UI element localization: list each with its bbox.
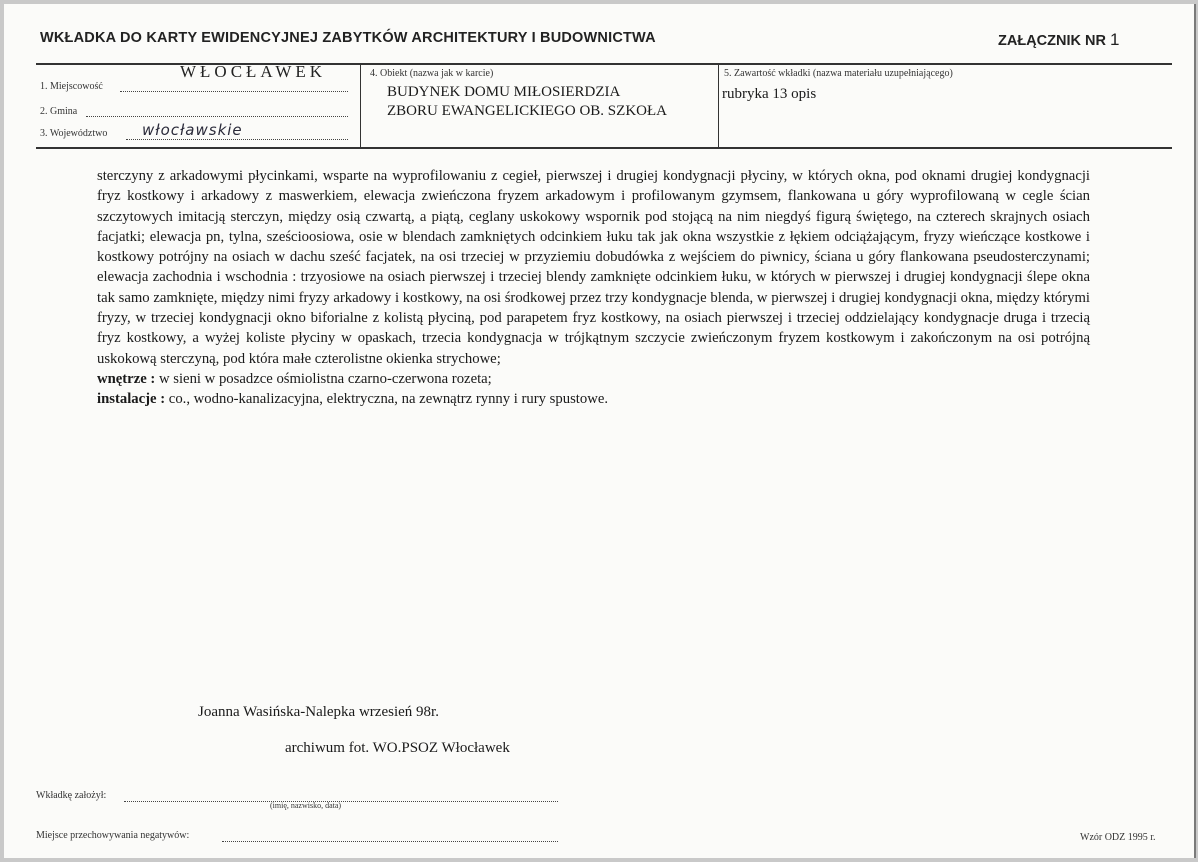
commune-dots [86, 115, 348, 117]
description-main: sterczyny z arkadowymi płycinkami, wsparte na wyprofilowaniu z cegieł, pierwszej i drugiej kondygnacji płyciny, w których okna, pod oknami drugiej kondygnacji fryz kostkowy i arkadowy z maswerkiem, elewacja zwieńczona fryzem arkadowym i profilowanym gzymsem, flankowana u góry wyprofilowaną w cegle ścian szczytowych imitacją sterczyn, między osią czwartą, a piątą, ceglany uskokowy wspornik pod stojącą na nim niegdyś figurą świętego, na czterech skrajnych osiach facjatki; elewacja pn, tylna, sześcioosiowa, osie w blendach zamkniętych odcinkiem łuku tak jak okna wszystkie z łękiem odciążającym, fryzy wieńczące kostkowe i kostkowy potrójny na osiach w dachu sześć facjatek, na osi trzeciej w przyziemiu dobudówka z wejściem do piwnicy, ściana u góry flankowana pseudosterczynami; elewacja zachodnia i wschodnia : trzyosiowe na osiach pierwszej i trzeciej blendy zamknięte odcinkiem łuku, w których w pierwszej i drugiej kondygnacji ślepe okna tak samo zamknięte, między nimi fryzy arkadowy i kostkowy, na osi środkowej przez trzy kondygnacje blenda, w pierwszej i drugiej kondygnacji okna, między którymi fryzy, w trzeciej kondygnacji okno biforialne z kolistą płyciną, pod parapetem fryz kostkowy, na osiach pierwszej i trzeciej oddzielający kondygnacje druga i trzecią fryz kostkowy, a wyżej koliste płyciny w opaskach, trzecia kondygnacja w trójkątnym szczycie zwieńczonym fryzem kostkowym i zakończonym na osi potrójną uskokową sterczyną, pod która małe czterolistne okienka strychowe; [97, 168, 1090, 367]
object-value [387, 83, 667, 121]
divider-object-content [718, 64, 719, 148]
city-value: WŁOCŁAWEK [180, 62, 327, 81]
form-title: WKŁADKA DO KARTY EWIDENCYJNEJ ZABYTKÓW ARCHITEKTURY I BUDOWNICTWA [40, 30, 656, 46]
author-signature: Joanna Wasińska-Nalepka wrzesień 98r. [198, 704, 439, 720]
annex-label-text: ZAŁĄCZNIK NR [998, 33, 1106, 49]
voivodeship-value: włocławskie [142, 121, 243, 139]
annex-number: 1 [1109, 30, 1120, 49]
content-label: 5. Zawartość wkładki (nazwa materiału uzupełniającego) [724, 68, 953, 79]
archive-note: archiwum fot. WO.PSOZ Włocławek [285, 740, 510, 756]
created-by-hint: (imię, nazwisko, data) [270, 801, 342, 810]
commune-label: 2. Gmina [40, 106, 78, 117]
installations-text: co., wodno-kanalizacyjna, elektryczna, na zewnątrz rynny i rury spustowe. [165, 391, 609, 408]
content-value: rubryka 13 opis [722, 86, 817, 102]
description-body [97, 166, 1090, 410]
negatives-label: Miejsce przechowywania negatywów: [36, 830, 190, 841]
object-label: 4. Obiekt (nazwa jak w karcie) [370, 68, 494, 79]
header-rule-bottom [36, 147, 1172, 149]
voivodeship-label: 3. Województwo [40, 128, 108, 139]
installations-label: instalacje : [97, 391, 166, 408]
object-line-2: ZBORU EWANGELICKIEGO OB. SZKOŁA [387, 103, 667, 119]
negatives-dots [222, 840, 558, 842]
city-label: 1. Miejscowość [40, 81, 103, 92]
created-by-label: Wkładkę założył: [36, 790, 107, 801]
divider-fields-object [360, 64, 361, 148]
city-dots [120, 90, 348, 92]
interior-text: w sieni w posadzce ośmiolistna czarno-czerwona rozeta; [155, 370, 492, 387]
form-pattern-note: Wzór ODZ 1995 r. [1080, 832, 1156, 843]
interior-line [97, 369, 1090, 389]
installations-line [97, 389, 1090, 409]
annex-label [998, 30, 1119, 50]
object-line-1: BUDYNEK DOMU MIŁOSIERDZIA [387, 84, 621, 100]
interior-label: wnętrze : [97, 370, 156, 387]
